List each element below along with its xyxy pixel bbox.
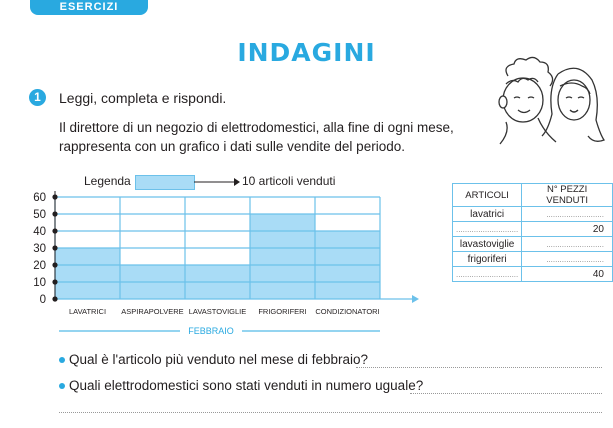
answer-line-3[interactable] (59, 412, 602, 413)
bullet-icon (59, 357, 65, 363)
y-tick-dot (52, 211, 57, 216)
table-header-pezzi: N° PEZZI VENDUTI (522, 184, 613, 207)
x-tick-label: LAVASTOVIGLIE (188, 307, 247, 316)
exercise-instruction: Leggi, completa e rispondi. (59, 90, 227, 106)
exercise-text: Il direttore di un negozio di elettrodomestici, alla fine di ogni mese, rappresenta con un grafico i dati sulle vendite del periodo. (59, 120, 454, 154)
exercise-number: 1 (29, 89, 46, 106)
question-2-text: Quali elettrodomestici sono stati venduti in numero uguale? (69, 378, 424, 393)
bullet-icon (59, 383, 65, 389)
table-cell-qty: 20 (522, 222, 613, 237)
answer-line-1[interactable] (356, 367, 602, 368)
y-tick-label: 10 (33, 277, 46, 289)
question-2 (59, 378, 423, 393)
y-tick-label: 60 (33, 192, 46, 204)
table-cell-article-blank[interactable]: ............................ (453, 222, 522, 237)
table-row (453, 207, 613, 222)
table-cell-article: frigoriferi (453, 252, 522, 267)
answer-line-2[interactable] (410, 393, 602, 394)
y-tick-label: 20 (33, 260, 46, 272)
y-tick-dot (52, 262, 57, 267)
page-title: INDAGINI (237, 38, 376, 67)
table-header-articoli: ARTICOLI (453, 184, 522, 207)
table-cell-article: lavatrici (453, 207, 522, 222)
y-tick-dot (52, 194, 57, 199)
x-tick-label: CONDIZIONATORI (315, 307, 380, 316)
table-row (453, 252, 613, 267)
x-tick-label: ASPIRAPOLVERE (121, 307, 184, 316)
y-tick-label: 50 (33, 209, 46, 221)
y-tick-dot (52, 228, 57, 233)
table-cell-qty-blank[interactable]: .......................... (522, 237, 613, 252)
x-axis-label: FEBBRAIO (188, 326, 234, 336)
y-tick-label: 40 (33, 226, 46, 238)
y-tick-dot (52, 245, 57, 250)
x-axis-arrow-icon (412, 295, 419, 303)
table-cell-qty-blank[interactable]: .......................... (522, 252, 613, 267)
x-tick-label: FRIGORIFERI (258, 307, 307, 316)
y-tick-dot (52, 279, 57, 284)
question-1-text: Qual è l'articolo più venduto nel mese di febbraio? (69, 352, 369, 367)
table-row (453, 267, 613, 282)
table-cell-qty-blank[interactable]: .......................... (522, 207, 613, 222)
table-row (453, 237, 613, 252)
bar-lavatrici (55, 248, 120, 299)
legend-label: Legenda (84, 174, 131, 188)
question-1 (59, 352, 368, 367)
x-tick-label: LAVATRICI (68, 307, 107, 316)
table-cell-article: lavastoviglie (453, 237, 522, 252)
table-row (453, 222, 613, 237)
bar-frigoriferi (250, 214, 315, 299)
legend-meaning: 10 articoli venduti (242, 174, 336, 188)
y-tick-label: 30 (33, 243, 46, 255)
y-tick-label: 0 (39, 294, 46, 306)
data-table (452, 183, 613, 282)
table-cell-article-blank[interactable]: ............................ (453, 267, 522, 282)
section-banner: ESERCIZI (30, 0, 148, 15)
y-tick-dot (52, 296, 57, 301)
table-cell-qty: 40 (522, 267, 613, 282)
